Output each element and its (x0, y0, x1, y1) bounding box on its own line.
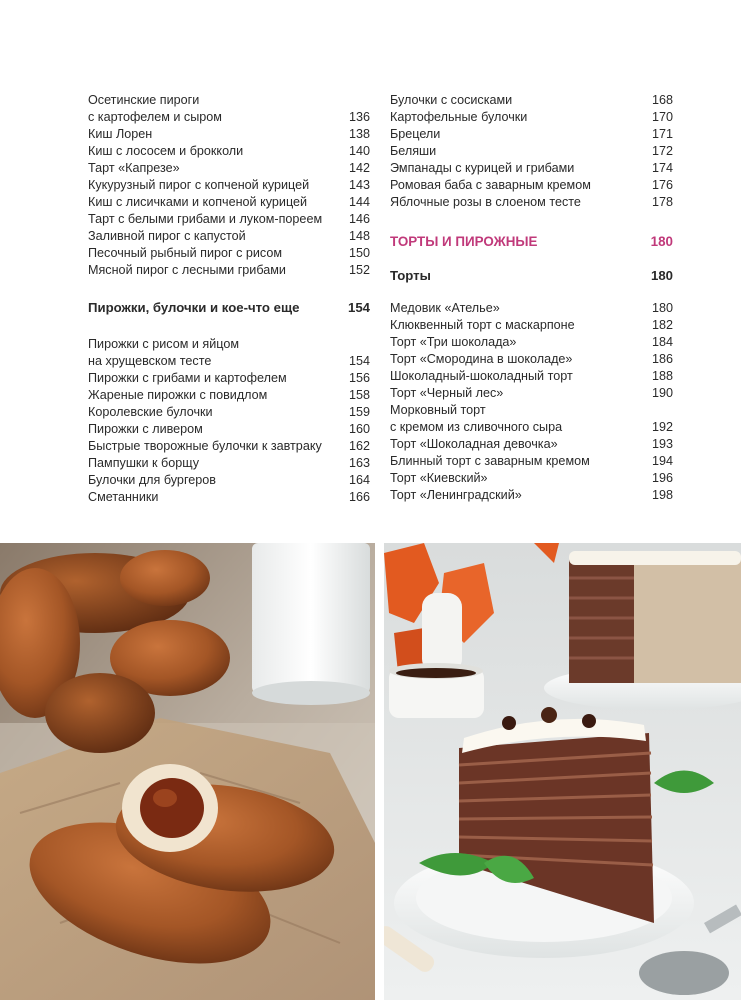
toc-section-title: Торты (390, 268, 431, 283)
toc-entry-page: 166 (348, 490, 370, 504)
toc-entry-title: Пирожки с ливером (88, 422, 203, 436)
toc-group-pirozhki (88, 336, 370, 506)
toc-entry-title: Эмпанады с курицей и грибами (390, 161, 575, 175)
toc-entry-page: 148 (348, 229, 370, 243)
toc-entry-title: Пирожки с рисом и яйцом (88, 337, 239, 351)
toc-entry-title: Брецели (390, 127, 441, 141)
toc-entry-page: 171 (651, 127, 673, 141)
toc-entry-title: Блинный торт с заварным кремом (390, 454, 590, 468)
toc-entry-page: 186 (651, 352, 673, 366)
toc-entry-title: Киш с лососем и брокколи (88, 144, 244, 158)
toc-entry-title: Киш Лорен (88, 127, 153, 141)
toc-entry-page: 136 (348, 110, 370, 124)
toc-entry[interactable] (390, 92, 673, 109)
toc-entry[interactable] (88, 245, 370, 262)
toc-entry[interactable] (88, 109, 370, 126)
toc-entry-page: 178 (651, 195, 673, 209)
toc-entry[interactable] (390, 194, 673, 211)
toc-entry-page: 188 (651, 369, 673, 383)
toc-entry[interactable] (88, 160, 370, 177)
toc-category-cakes[interactable] (390, 233, 673, 250)
toc-entry-title: Торт «Киевский» (390, 471, 488, 485)
toc-entry-title: Беляши (390, 144, 437, 158)
toc-entry[interactable] (390, 436, 673, 453)
toc-entry-page: 144 (348, 195, 370, 209)
toc-entry-title: на хрущевском тесте (88, 354, 212, 368)
toc-entry[interactable] (390, 453, 673, 470)
toc-entry-page: 163 (348, 456, 370, 470)
toc-entry[interactable] (390, 470, 673, 487)
toc-entry-page: 146 (348, 212, 370, 226)
toc-entry-page: 160 (348, 422, 370, 436)
toc-entry[interactable] (88, 421, 370, 438)
toc-entry-page: 152 (348, 263, 370, 277)
toc-entry[interactable] (88, 489, 370, 506)
toc-entry-page: 184 (651, 335, 673, 349)
toc-entry-title: Киш с лисичками и копченой курицей (88, 195, 308, 209)
toc-entry-page: 192 (651, 420, 673, 434)
photo-chocolate-cake (384, 543, 741, 1000)
toc-entry[interactable] (88, 126, 370, 143)
toc-entry-page: 170 (651, 110, 673, 124)
toc-entry[interactable] (88, 228, 370, 245)
toc-entry-page: 180 (651, 301, 673, 315)
toc-entry-title: Тарт «Капрезе» (88, 161, 180, 175)
toc-entry-page: 164 (348, 473, 370, 487)
toc-entry[interactable] (390, 419, 673, 436)
toc-entry-title: Песочный рыбный пирог с рисом (88, 246, 283, 260)
toc-entry[interactable] (390, 300, 673, 317)
toc-column-right (390, 92, 673, 504)
toc-entry[interactable] (390, 160, 673, 177)
toc-group-buns (390, 92, 673, 211)
toc-entry[interactable] (88, 177, 370, 194)
toc-column-left (88, 92, 370, 506)
toc-entry[interactable] (390, 109, 673, 126)
toc-entry-title: Шоколадный-шоколадный торт (390, 369, 573, 383)
toc-section-pirozhki[interactable] (88, 299, 370, 316)
toc-entry-page: 194 (651, 454, 673, 468)
toc-entry[interactable] (88, 404, 370, 421)
toc-entry-title: Торт «Три шоколада» (390, 335, 517, 349)
toc-entry-page: 196 (651, 471, 673, 485)
toc-entry[interactable] (390, 334, 673, 351)
toc-entry[interactable] (88, 194, 370, 211)
toc-entry-title: Морковный торт (390, 403, 486, 417)
toc-entry-page: 162 (348, 439, 370, 453)
toc-entry-page: 176 (651, 178, 673, 192)
toc-entry-title: Заливной пирог с капустой (88, 229, 246, 243)
toc-entry-page: 158 (348, 388, 370, 402)
toc-entry-title: Осетинские пироги (88, 93, 200, 107)
toc-entry-title: Сметанники (88, 490, 159, 504)
toc-entry[interactable] (88, 455, 370, 472)
toc-entry[interactable] (390, 402, 673, 419)
toc-entry-page: 190 (651, 386, 673, 400)
photo-fried-pirozhki (0, 543, 375, 1000)
toc-entry-title: Клюквенный торт с маскарпоне (390, 318, 575, 332)
toc-entry[interactable] (88, 336, 370, 353)
toc-entry[interactable] (88, 387, 370, 404)
toc-entry-title: с кремом из сливочного сыра (390, 420, 563, 434)
toc-entry[interactable] (88, 438, 370, 455)
toc-entry-page: 154 (348, 354, 370, 368)
toc-entry-title: Торт «Черный лес» (390, 386, 504, 400)
toc-entry-title: Торт «Смородина в шоколаде» (390, 352, 573, 366)
toc-entry-title: Быстрые творожные булочки к завтраку (88, 439, 322, 453)
toc-entry-title: Жареные пирожки с повидлом (88, 388, 268, 402)
toc-entry[interactable] (390, 385, 673, 402)
toc-entry[interactable] (390, 351, 673, 368)
toc-entry-page: 143 (348, 178, 370, 192)
toc-entry[interactable] (390, 126, 673, 143)
toc-entry[interactable] (88, 353, 370, 370)
toc-entry-title: Медовик «Ателье» (390, 301, 500, 315)
toc-section-page: 154 (347, 300, 370, 315)
toc-entry-title: Ромовая баба с заварным кремом (390, 178, 591, 192)
toc-entry-page: 168 (651, 93, 673, 107)
toc-entry-page: 150 (348, 246, 370, 260)
toc-entry[interactable] (88, 472, 370, 489)
toc-section-page: 180 (650, 268, 673, 283)
toc-entry-title: Мясной пирог с лесными грибами (88, 263, 286, 277)
toc-entry-title: Картофельные булочки (390, 110, 528, 124)
toc-category-page: 180 (650, 234, 673, 249)
toc-entry-page: 156 (348, 371, 370, 385)
toc-entry-title: Булочки для бургеров (88, 473, 216, 487)
toc-entry-page: 138 (348, 127, 370, 141)
toc-entry-page: 159 (348, 405, 370, 419)
toc-entry-title: Пампушки к борщу (88, 456, 200, 470)
toc-group-quiches (88, 92, 370, 279)
toc-entry-title: Пирожки с грибами и картофелем (88, 371, 287, 385)
toc-entry-page: 193 (651, 437, 673, 451)
toc-section-title: Пирожки, булочки и кое-что еще (88, 300, 300, 315)
toc-entry-page: 172 (651, 144, 673, 158)
toc-entry-page: 140 (348, 144, 370, 158)
toc-category-title: ТОРТЫ И ПИРОЖНЫЕ (390, 234, 538, 249)
toc-entry-title: Кукурузный пирог с копченой курицей (88, 178, 310, 192)
toc-entry[interactable] (88, 262, 370, 279)
toc-entry-page: 182 (651, 318, 673, 332)
toc-entry[interactable] (390, 177, 673, 194)
toc-entry-page: 174 (651, 161, 673, 175)
toc-entry[interactable] (88, 370, 370, 387)
toc-entry-title: Королевские булочки (88, 405, 213, 419)
toc-entry[interactable] (88, 211, 370, 228)
toc-entry-title: Яблочные розы в слоеном тесте (390, 195, 581, 209)
toc-entry-title: Тарт с белыми грибами и луком-пореем (88, 212, 323, 226)
toc-entry-title: Торт «Ленинградский» (390, 488, 522, 502)
toc-entry[interactable] (390, 143, 673, 160)
toc-entry-title: Булочки с сосисками (390, 93, 513, 107)
toc-entry-title: с картофелем и сыром (88, 110, 222, 124)
toc-entry[interactable] (390, 368, 673, 385)
toc-entry[interactable] (390, 317, 673, 334)
toc-entry[interactable] (390, 487, 673, 504)
toc-entry-page: 142 (348, 161, 370, 175)
toc-entry[interactable] (88, 143, 370, 160)
toc-section-torty[interactable] (390, 267, 673, 284)
toc-entry-title: Торт «Шоколадная девочка» (390, 437, 558, 451)
toc-group-torty (390, 300, 673, 504)
toc-entry-page: 198 (651, 488, 673, 502)
toc-entry[interactable] (88, 92, 370, 109)
